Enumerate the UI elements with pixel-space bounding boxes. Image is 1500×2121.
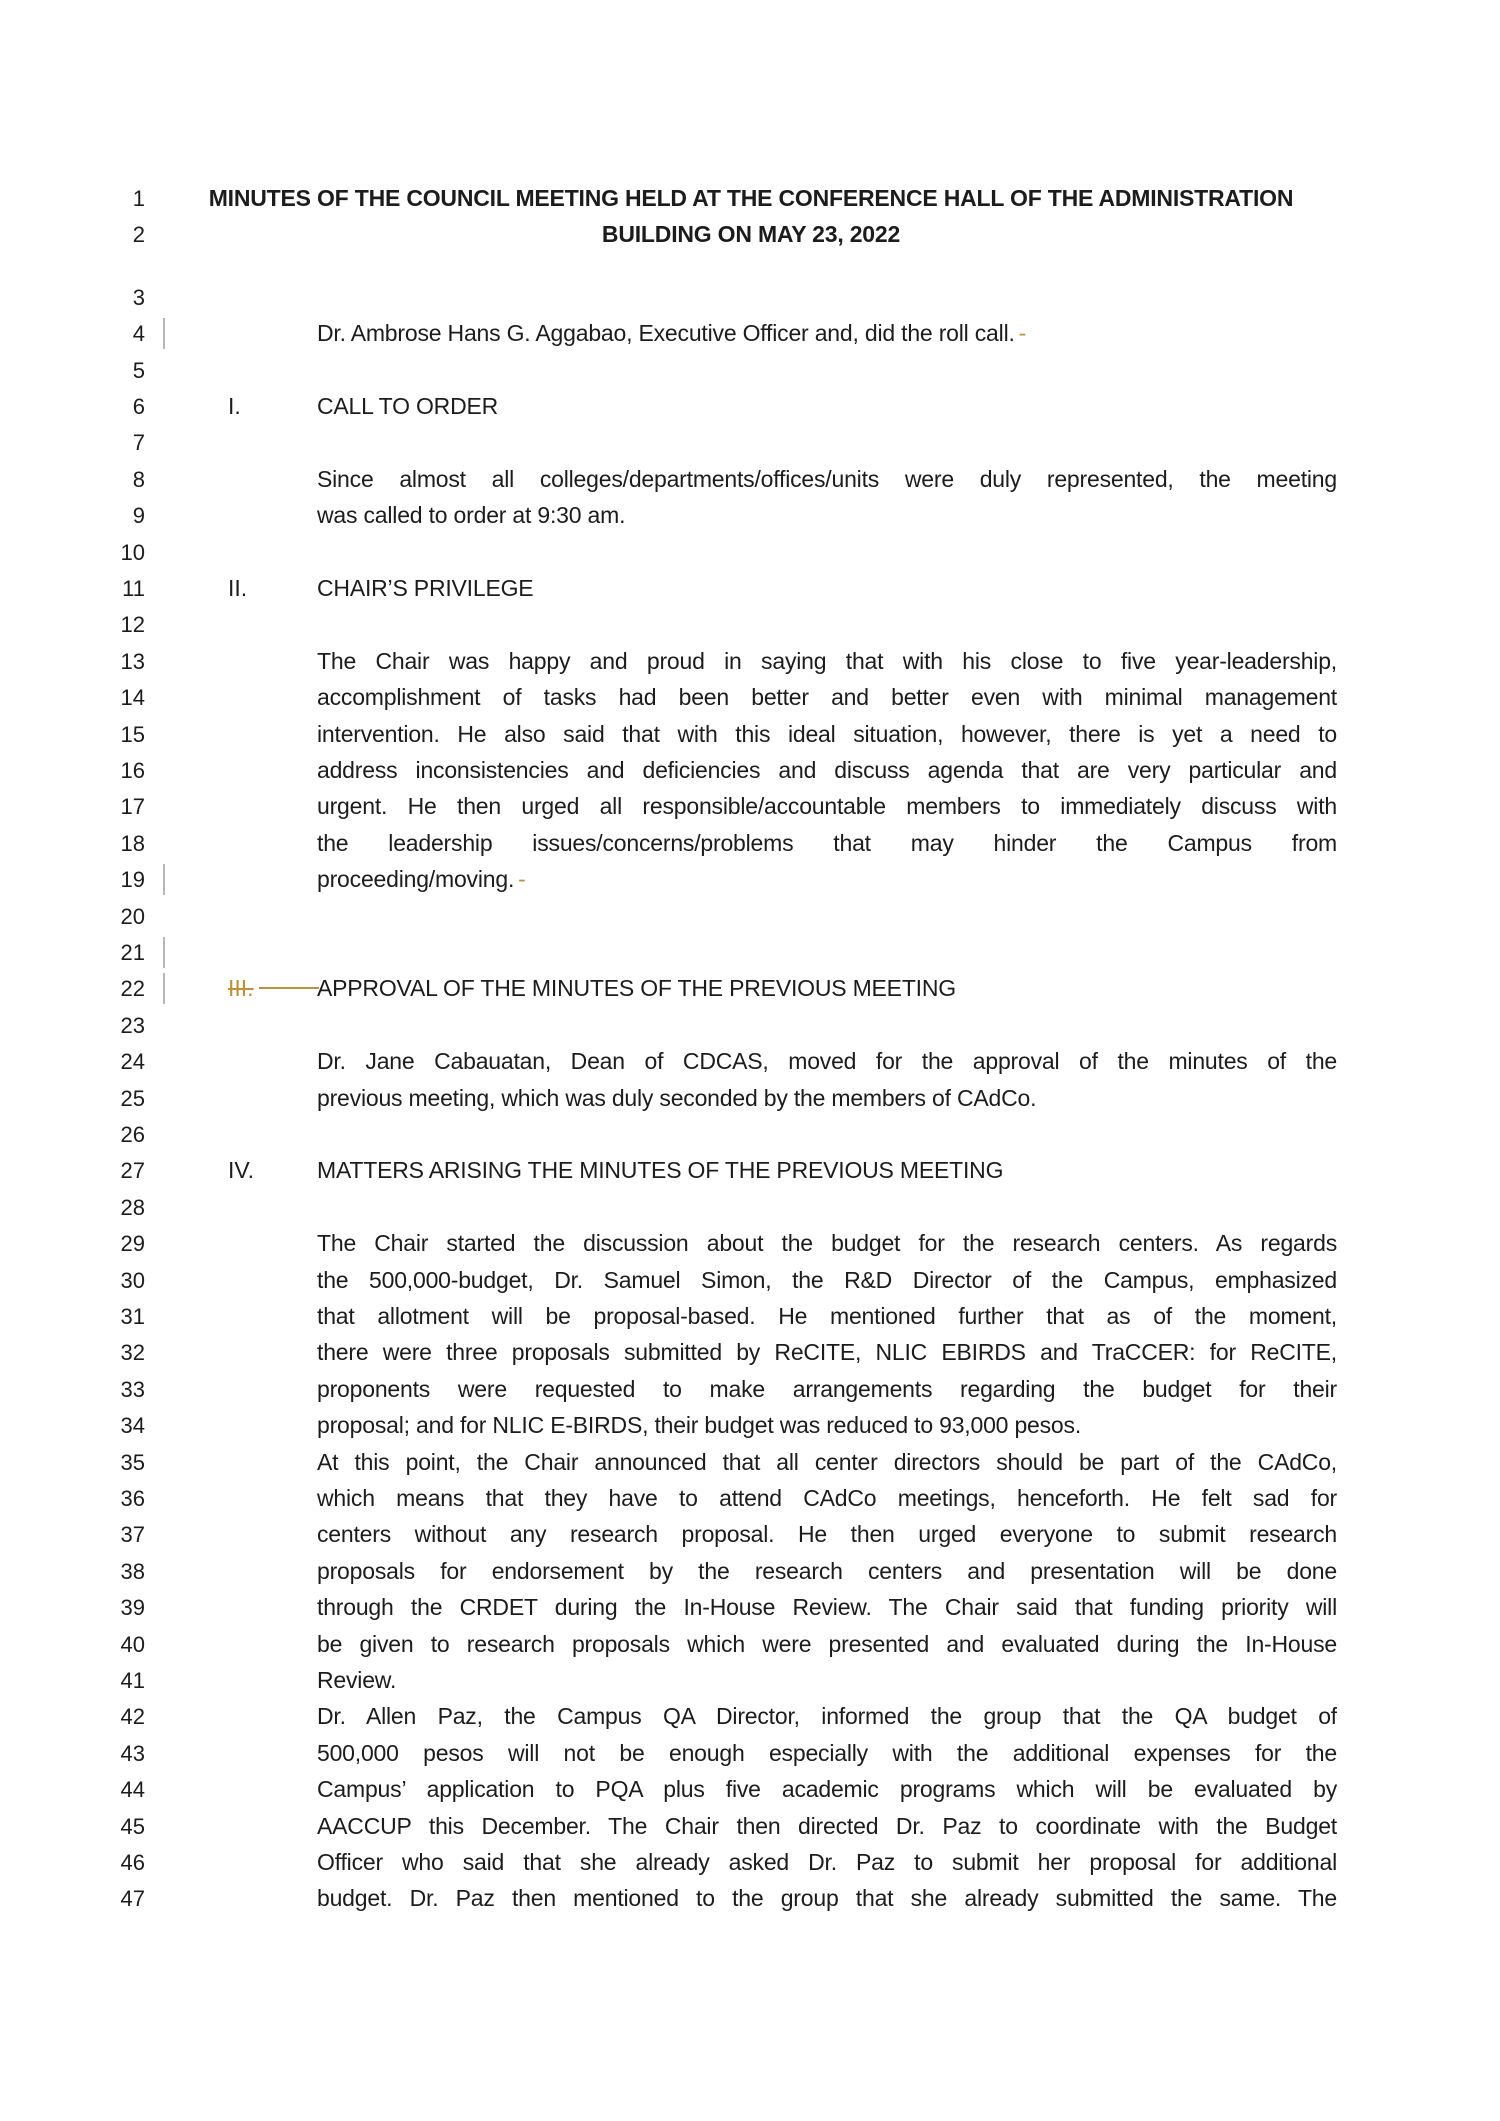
document-line: [0, 606, 1500, 643]
line-text: address inconsistencies and deficiencies and discuss agenda that are very particular and: [317, 757, 1337, 783]
line-number: 44: [120, 1777, 145, 1803]
document-line: [0, 643, 1500, 680]
document-line: [0, 216, 1500, 253]
heading-numeral: IV.: [228, 1157, 255, 1184]
line-number: 10: [120, 539, 145, 565]
line-number: 4: [132, 321, 145, 347]
document-line: [0, 1662, 1500, 1699]
line-text-block: [317, 788, 1337, 825]
document-title: MINUTES OF THE COUNCIL MEETING HELD AT THE CONFERENCE HALL OF THE ADMINISTRATION: [208, 185, 1294, 211]
document-line: [0, 1225, 1500, 1262]
document-line: [0, 679, 1500, 716]
document-line: [0, 1116, 1500, 1153]
document-line: [0, 180, 1500, 217]
line-number: 47: [120, 1886, 145, 1912]
line-text-block: [317, 1771, 1337, 1808]
line-number: 43: [120, 1740, 145, 1766]
line-text: Dr. Jane Cabauatan, Dean of CDCAS, moved for the approval of the minutes of the: [317, 1048, 1337, 1075]
document-line: [0, 352, 1500, 389]
line-text: Dr. Ambrose Hans G. Aggabao, Executive Officer and, did the roll call.: [317, 320, 1015, 347]
line-number: 13: [120, 648, 145, 674]
line-number: 17: [120, 794, 145, 820]
document-line: [0, 315, 1500, 352]
line-number: 11: [122, 576, 145, 601]
line-number: 37: [120, 1522, 145, 1548]
line-number: 36: [120, 1486, 145, 1511]
heading-text: APPROVAL OF THE MINUTES OF THE PREVIOUS MEETING: [317, 975, 956, 1002]
document-line: [0, 1080, 1500, 1117]
line-number: 15: [120, 721, 145, 747]
line-text-block: [317, 861, 1337, 898]
line-number: 21: [120, 940, 145, 965]
line-number: 40: [120, 1631, 145, 1657]
line-text: The Chair started the discussion about the budget for the research centers. As regards: [317, 1230, 1337, 1257]
line-number: 18: [120, 830, 145, 856]
line-text-block: [317, 716, 1337, 753]
document-line: [0, 1334, 1500, 1371]
line-text: there were three proposals submitted by ReCITE, NLIC EBIRDS and TraCCER: for ReCITE,: [317, 1339, 1337, 1366]
line-text: urgent. He then urged all responsible/accountable members to immediately discuss with: [317, 793, 1337, 820]
line-number: 38: [120, 1558, 145, 1584]
document-line: [0, 1553, 1500, 1590]
document-line: [0, 424, 1500, 461]
tracked-deletion-mark-icon: -: [518, 866, 526, 893]
line-text-block: [317, 752, 1337, 789]
line-text: accomplishment of tasks had been better and better even with minimal management: [317, 684, 1337, 711]
line-number: 12: [120, 612, 145, 638]
line-text-block: [317, 1735, 1337, 1772]
line-text-block: [317, 461, 1337, 498]
line-text: Since almost all colleges/departments/offices/units were duly represented, the meeting: [317, 465, 1337, 492]
line-number: 45: [120, 1813, 145, 1839]
document-line: [0, 570, 1500, 607]
line-number: 22: [120, 976, 145, 1002]
line-text: AACCUP this December. The Chair then directed Dr. Paz to coordinate with the Budget: [317, 1812, 1337, 1839]
line-text-block: [317, 1444, 1337, 1481]
line-number: 28: [120, 1194, 145, 1220]
line-text: centers without any research proposal. He then urged everyone to submit research: [317, 1521, 1337, 1548]
line-text: the 500,000-budget, Dr. Samuel Simon, the R&D Director of the Campus, emphasized: [317, 1266, 1337, 1293]
strikethrough-line: [259, 987, 319, 989]
deleted-heading-numeral: III.: [228, 975, 254, 1002]
document-line: [0, 1626, 1500, 1663]
line-number: 29: [120, 1231, 145, 1257]
line-text-block: [317, 825, 1337, 862]
document-line: [0, 1880, 1500, 1917]
line-text-block: [317, 1407, 1337, 1444]
line-text: the leadership issues/concerns/problems that may hinder the Campus from: [317, 829, 1337, 856]
document-line: [0, 1189, 1500, 1226]
line-text: At this point, the Chair announced that all center directors should be part of the CAdCo,: [317, 1448, 1337, 1475]
document-line: [0, 861, 1500, 898]
heading-text: MATTERS ARISING THE MINUTES OF THE PREVIOUS MEETING: [317, 1157, 1004, 1184]
line-number: 20: [120, 903, 145, 929]
line-number: 19: [120, 867, 145, 893]
line-text-block: [317, 1808, 1337, 1845]
line-number: 46: [120, 1850, 145, 1875]
line-number: 5: [132, 357, 145, 383]
line-text-block: [317, 1880, 1337, 1917]
line-text-block: [317, 1262, 1337, 1299]
line-number: 32: [120, 1340, 145, 1366]
line-number: 35: [120, 1449, 145, 1475]
document-line: [0, 461, 1500, 498]
line-number: 27: [120, 1158, 145, 1184]
line-number: 3: [132, 284, 145, 310]
line-text: proposal; and for NLIC E-BIRDS, their budget was reduced to 93,000 pesos.: [317, 1412, 1082, 1439]
line-number: 34: [120, 1413, 145, 1439]
line-text-block: [317, 1589, 1337, 1626]
line-text: was called to order at 9:30 am.: [317, 502, 626, 529]
line-number: 33: [120, 1376, 145, 1402]
document-line: [0, 716, 1500, 753]
line-text: proceeding/moving.: [317, 866, 515, 893]
line-text: budget. Dr. Paz then mentioned to the group that she already submitted the same. The: [317, 1885, 1337, 1912]
line-text-block: [317, 1844, 1337, 1881]
document-line: [0, 1262, 1500, 1299]
line-number: 31: [120, 1304, 145, 1329]
document-line: [0, 1589, 1500, 1626]
change-bar: [163, 937, 165, 968]
document-line: [0, 1298, 1500, 1335]
document-line: [0, 1043, 1500, 1080]
line-number: 6: [132, 394, 145, 419]
line-text: that allotment will be proposal-based. He mentioned further that as of the moment,: [317, 1303, 1337, 1329]
heading-numeral: II.: [228, 575, 248, 601]
document-line: [0, 388, 1500, 425]
line-text-block: [317, 315, 1337, 352]
line-text-block: [317, 1480, 1337, 1517]
document-line: [0, 1007, 1500, 1044]
line-number: 14: [120, 685, 145, 711]
line-text: through the CRDET during the In-House Review. The Chair said that funding priority will: [317, 1594, 1337, 1621]
change-bar: [163, 864, 165, 895]
document-line: [0, 1844, 1500, 1881]
change-bar: [163, 318, 165, 349]
line-number: 7: [132, 430, 145, 456]
line-number: 2: [132, 222, 145, 248]
line-number: 1: [132, 186, 145, 211]
change-bar: [163, 973, 165, 1004]
line-text: 500,000 pesos will not be enough especially with the additional expenses for the: [317, 1739, 1337, 1766]
document-line: [0, 825, 1500, 862]
line-number: 42: [120, 1704, 145, 1730]
line-number: 30: [120, 1267, 145, 1293]
document-line: [0, 497, 1500, 534]
document-line: [0, 1444, 1500, 1481]
line-text-block: [317, 1553, 1337, 1590]
line-text: Dr. Allen Paz, the Campus QA Director, informed the group that the QA budget of: [317, 1703, 1337, 1730]
document-line: [0, 279, 1500, 316]
document-line: [0, 788, 1500, 825]
document-line: [0, 534, 1500, 571]
line-text-block: [317, 1626, 1337, 1663]
line-text: which means that they have to attend CAdCo meetings, henceforth. He felt sad for: [317, 1485, 1337, 1511]
heading-text: CALL TO ORDER: [317, 393, 499, 419]
line-number: 8: [132, 466, 145, 492]
document-line: [0, 1371, 1500, 1408]
line-text-block: [317, 1043, 1337, 1080]
heading-text: CHAIR’S PRIVILEGE: [317, 575, 534, 601]
line-text-block: [317, 679, 1337, 716]
document-line: [0, 1698, 1500, 1735]
line-text: Review.: [317, 1667, 397, 1693]
heading-numeral: I.: [228, 393, 241, 419]
line-text: previous meeting, which was duly seconded by the members of CAdCo.: [317, 1084, 1037, 1111]
document-line: [0, 1735, 1500, 1772]
document-line: [0, 1771, 1500, 1808]
line-text: proponents were requested to make arrangements regarding the budget for their: [317, 1375, 1337, 1402]
line-number: 24: [120, 1049, 145, 1075]
line-text-block: [317, 1298, 1337, 1335]
document-line: [0, 1480, 1500, 1517]
line-text-block: [317, 1225, 1337, 1262]
line-text-block: [317, 1371, 1337, 1408]
tracked-deletion-mark-icon: -: [1018, 320, 1027, 347]
document-title: BUILDING ON MAY 23, 2022: [601, 221, 901, 248]
line-text-block: [317, 1516, 1337, 1553]
document-line: [0, 934, 1500, 971]
line-text: Campus’ application to PQA plus five academic programs which will be evaluated by: [317, 1776, 1337, 1803]
document-line: [0, 1516, 1500, 1553]
line-text: The Chair was happy and proud in saying that with his close to five year-leadership,: [317, 647, 1337, 674]
line-text-block: [317, 643, 1337, 680]
line-text-block: [317, 1080, 1337, 1117]
line-text-block: [317, 1334, 1337, 1371]
document-line: [0, 970, 1500, 1007]
line-number: 16: [120, 758, 145, 783]
line-number: 26: [120, 1122, 145, 1147]
line-text: intervention. He also said that with this ideal situation, however, there is yet a need to: [317, 720, 1337, 747]
line-text-block: [317, 1662, 1337, 1699]
line-number: 23: [120, 1012, 145, 1038]
document-line: [0, 1808, 1500, 1845]
line-text-block: [317, 497, 1337, 534]
line-number: 9: [132, 503, 145, 529]
line-number: 41: [120, 1668, 145, 1693]
line-number: 39: [120, 1595, 145, 1621]
line-text-block: [317, 1698, 1337, 1735]
document-line: [0, 1407, 1500, 1444]
document-line: [0, 898, 1500, 935]
line-text: be given to research proposals which were presented and evaluated during the In-House: [317, 1630, 1337, 1657]
document-line: [0, 752, 1500, 789]
line-text: Officer who said that she already asked Dr. Paz to submit her proposal for additional: [317, 1849, 1337, 1875]
document-line: [0, 1152, 1500, 1189]
line-text: proposals for endorsement by the research centers and presentation will be done: [317, 1557, 1337, 1584]
line-number: 25: [120, 1085, 145, 1111]
